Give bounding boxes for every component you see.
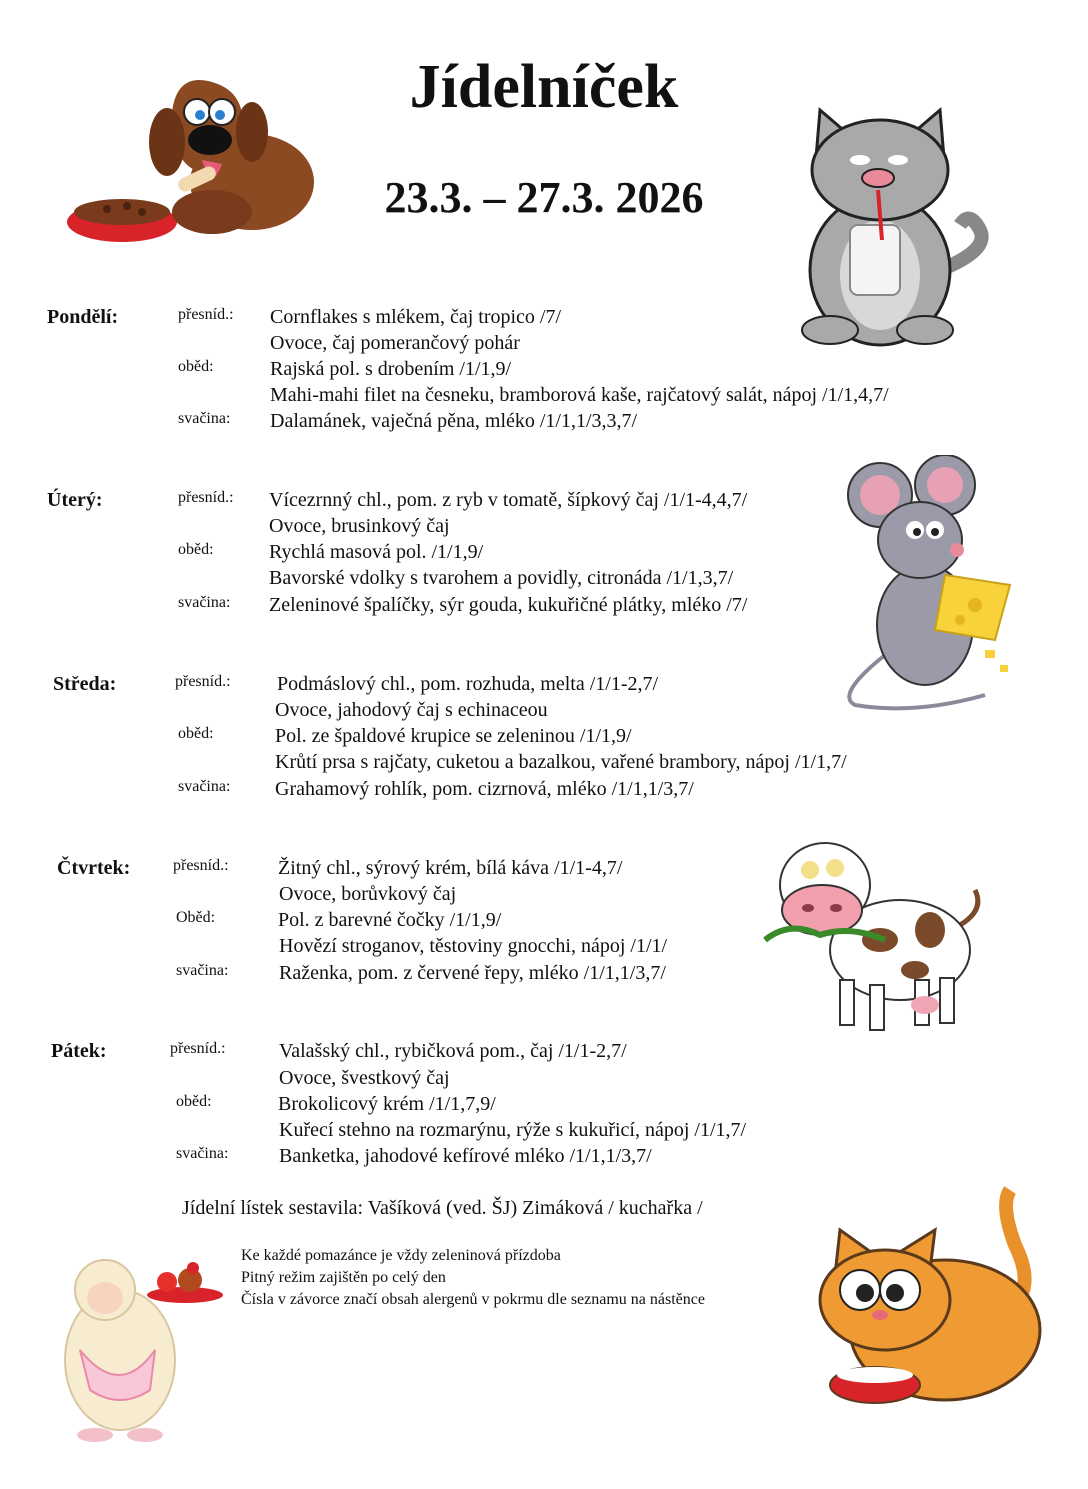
svacina-label: svačina: [176, 962, 229, 979]
day-name: Čtvrtek: [57, 857, 131, 879]
lunch-label: oběd: [178, 541, 214, 558]
day-name: Pátek: [51, 1040, 107, 1062]
snack-label: přesníd.: [178, 489, 234, 506]
day-name: Úterý: [47, 489, 103, 511]
menu-line: Ovoce, brusinkový čaj [269, 515, 450, 537]
note-line: Čísla v závorce značí obsah alergenů v pokrmu dle seznamu na nástěnce [241, 1291, 705, 1308]
signature: Jídelní lístek sestavila: Vašíková (ved. ŠJ) Zimáková / kuchařka / [182, 1197, 703, 1219]
menu-line: Rychlá masová pol. /1/1,9/ [269, 541, 484, 563]
sheep-waitress-illustration [35, 1250, 235, 1450]
svacina-label: svačina: [176, 1145, 229, 1162]
menu-line: Cornflakes s mlékem, čaj tropico /7/ [270, 306, 562, 328]
menu-line: Grahamový rohlík, pom. cizrnová, mléko /1/1,1/3,7/ [275, 778, 694, 800]
lunch-label: oběd: [178, 725, 214, 742]
menu-line: Pol. z barevné čočky /1/1,9/ [278, 909, 502, 931]
menu-line: Mahi-mahi filet na česneku, bramborová kaše, rajčatový salát, nápoj /1/1,4,7/ [270, 384, 889, 406]
menu-line: Ovoce, čaj pomerančový pohár [270, 332, 520, 354]
menu-line: Ovoce, švestkový čaj [279, 1067, 450, 1089]
note-line: Ke každé pomazánce je vždy zeleninová přízdoba [241, 1247, 561, 1264]
menu-line: Hovězí stroganov, těstoviny gnocchi, nápoj /1/1/ [279, 935, 668, 957]
menu-line: Dalamánek, vaječná pěna, mléko /1/1,1/3,3,7/ [270, 410, 638, 432]
snack-label: přesníd.: [175, 673, 231, 690]
page-title: Jídelníček [409, 53, 679, 121]
notes [241, 1245, 705, 1311]
menu-line: Ovoce, borůvkový čaj [279, 883, 457, 905]
menu-line: Banketka, jahodové kefírové mléko /1/1,1/3,7/ [279, 1145, 652, 1167]
menu-line: Rajská pol. s drobením /1/1,9/ [270, 358, 512, 380]
dog-illustration [62, 72, 322, 252]
snack-label: přesníd.: [173, 857, 229, 874]
menu-line: Raženka, pom. z červené řepy, mléko /1/1,1/3,7/ [279, 962, 666, 984]
menu-line: Ovoce, jahodový čaj s echinaceou [275, 699, 548, 721]
menu-line: Zeleninové špalíčky, sýr gouda, kukuřičné plátky, mléko /7/ [269, 594, 748, 616]
svacina-label: svačina: [178, 594, 231, 611]
menu-line: Podmáslový chl., pom. rozhuda, melta /1/1-2,7/ [277, 673, 659, 695]
menu-line: Bavorské vdolky s tvarohem a povidly, citronáda /1/1,3,7/ [269, 567, 734, 589]
mouse-cheese-illustration [835, 455, 1025, 715]
snack-label: přesníd.: [178, 306, 234, 323]
menu-line: Krůtí prsa s rajčaty, cuketou a bazalkou, vařené brambory, nápoj /1/1,7/ [275, 751, 847, 773]
svacina-label: svačina: [178, 410, 231, 427]
menu-line: Žitný chl., sýrový krém, bílá káva /1/1-4,7/ [278, 857, 623, 879]
lunch-label: Oběd: [176, 909, 216, 926]
lunch-label: oběd: [178, 358, 214, 375]
lunch-label: oběd: [176, 1093, 212, 1110]
orange-cat-illustration [800, 1185, 1060, 1420]
menu-line: Vícezrnný chl., pom. z ryb v tomatě, šípkový čaj /1/1-4,4,7/ [269, 489, 748, 511]
date-range: 23.3. – 27.3. 2026 [384, 173, 704, 222]
note-line: Pitný režim zajištěn po celý den [241, 1269, 446, 1286]
cow-illustration [760, 830, 1000, 1045]
day-name: Středa: [53, 673, 117, 695]
snack-label: přesníd.: [170, 1040, 226, 1057]
menu-line: Valašský chl., rybičková pom., čaj /1/1-2,7/ [279, 1040, 627, 1062]
day-name: Pondělí: [47, 306, 119, 328]
menu-line: Brokolicový krém /1/1,7,9/ [278, 1093, 496, 1115]
menu-line: Pol. ze špaldové krupice se zeleninou /1/1,9/ [275, 725, 632, 747]
cat-milk-illustration [780, 100, 990, 350]
svacina-label: svačina: [178, 778, 231, 795]
menu-line: Kuřecí stehno na rozmarýnu, rýže s kukuřicí, nápoj /1/1,7/ [279, 1119, 747, 1141]
